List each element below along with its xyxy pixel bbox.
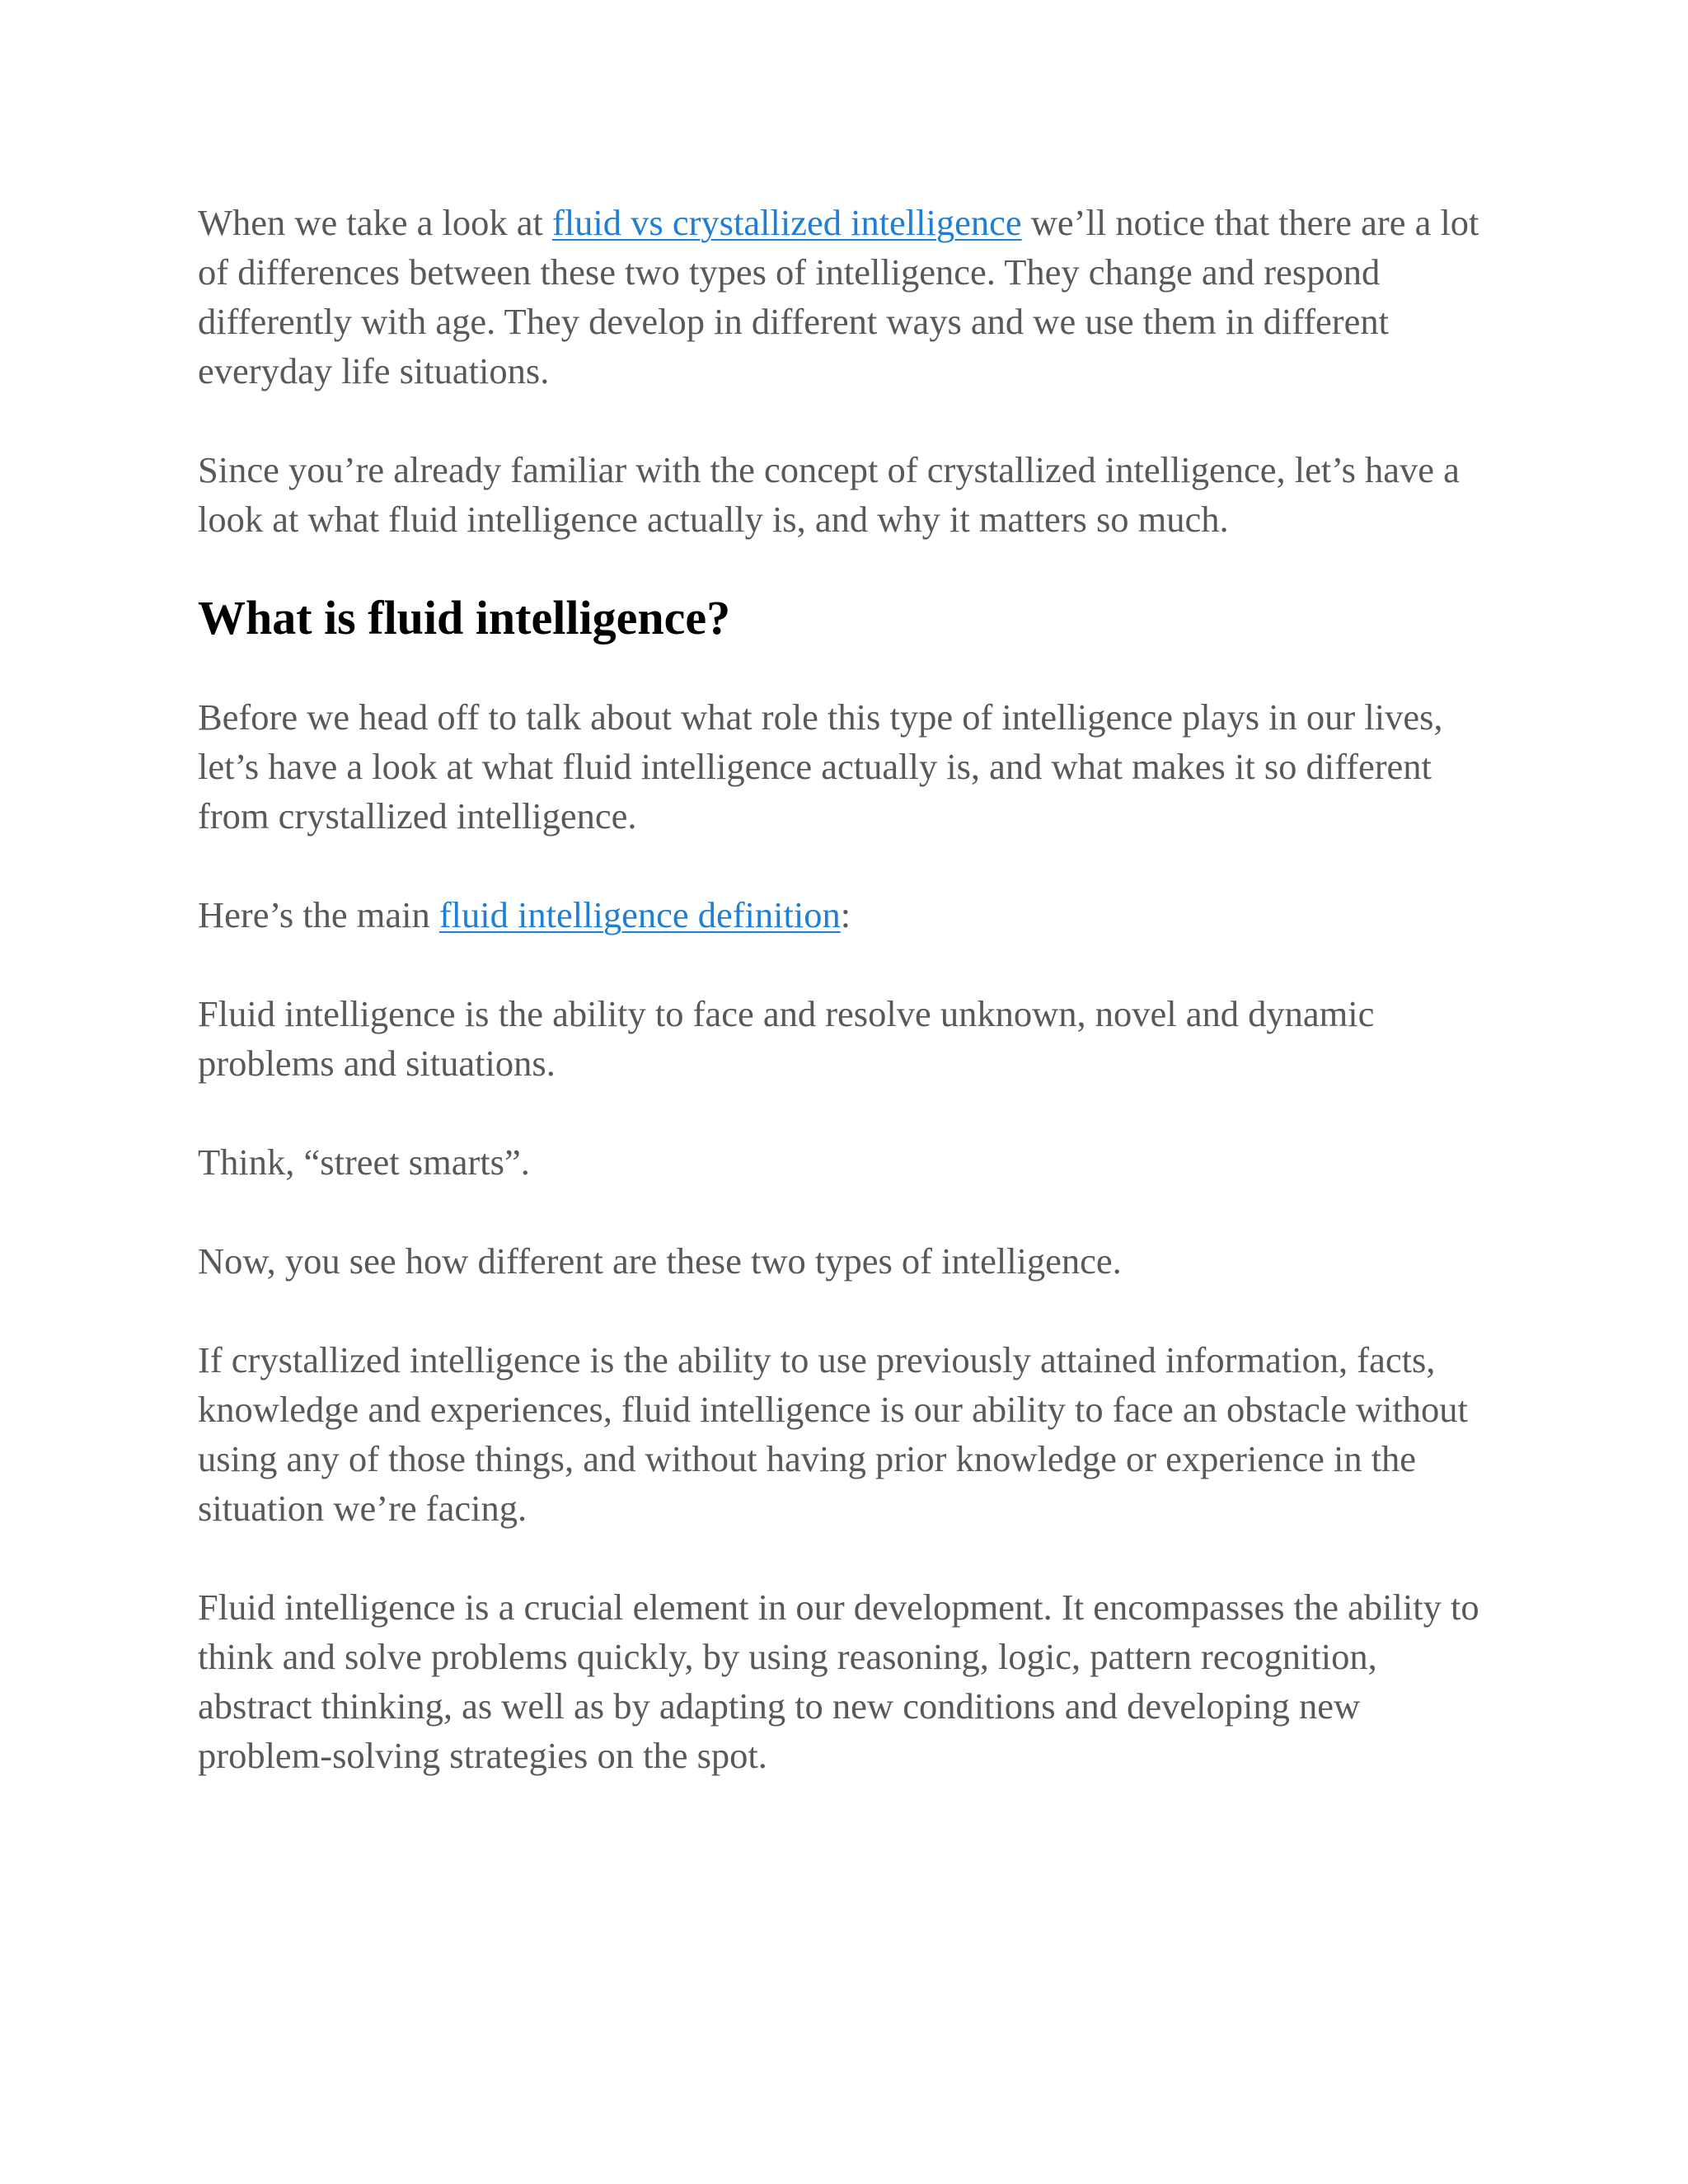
paragraph-intro-text-end: we’ll notice that there are a lot of differences between these two types of intelligence. They change and respond differently with age. They develop in different ways and we use them in different everyday life situations. xyxy=(198,202,1479,391)
paragraph-street-smarts: Think, “street smarts”. xyxy=(198,1141,530,1183)
paragraph-definition: Fluid intelligence is the ability to face and resolve unknown, novel and dynamic problems and situations. xyxy=(198,993,1375,1084)
paragraph-how-different: Now, you see how different are these two types of intelligence. xyxy=(198,1240,1122,1282)
paragraph-definition-intro-text-start: Here’s the main xyxy=(198,894,439,935)
paragraph-familiar: Since you’re already familiar with the concept of crystallized intelligence, let’s have a look at what fluid intelligence actually is, and why it matters so much. xyxy=(198,449,1460,540)
link-fluid-vs-crystallized-intelligence[interactable]: fluid vs crystallized intelligence xyxy=(552,202,1022,243)
paragraph-definition-intro-text-end: : xyxy=(840,894,851,935)
document-page xyxy=(198,198,1500,1830)
paragraph-before-we-head-off: Before we head off to talk about what role this type of intelligence plays in our lives, let’s have a look at what fluid intelligence actually is, and what makes it so different from crystallized intelligence. xyxy=(198,696,1443,837)
paragraph-intro xyxy=(198,198,1500,396)
link-fluid-intelligence-definition[interactable]: fluid intelligence definition xyxy=(438,894,841,935)
paragraph-definition-intro xyxy=(198,890,1500,940)
paragraph-crucial-element: Fluid intelligence is a crucial element in our development. It encompasses the ability to think and solve problems quickly, by using reasoning, logic, pattern recognition, abstract thinking, as well as by adapting to new conditions and developing new problem-solving strategies on the spot. xyxy=(198,1586,1479,1776)
paragraph-intro-text-start: When we take a look at xyxy=(198,202,552,243)
paragraph-comparison: If crystallized intelligence is the ability to use previously attained information, facts, knowledge and experiences, fluid intelligence is our ability to face an obstacle without using any of those things, and without having prior knowledge or experience in the situation we’re facing. xyxy=(198,1339,1468,1529)
section-heading: What is fluid intelligence? xyxy=(198,591,731,644)
